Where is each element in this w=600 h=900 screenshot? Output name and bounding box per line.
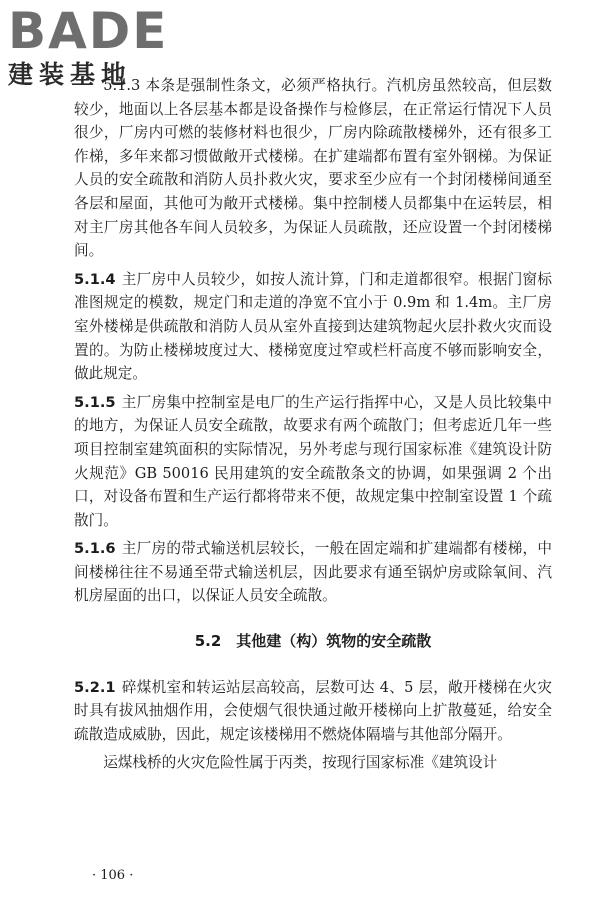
document-body xyxy=(74,74,552,780)
section-title: 5.2 其他建（构）筑物的安全疏散 xyxy=(194,632,432,651)
clause-number: 5.1.6 xyxy=(74,540,116,558)
paragraph-5-1-5: 5.1.5 主厂房集中控制室是电厂的生产运行指挥中心，又是人员比较集中的地方，为保证人员安全疏散，故要求有两个疏散门；但考虑近几年一些项目控制室建筑面积的实际情况，另外考虑与现行国家标准《建筑设计防火规范》GB 50016 民用建筑的安全疏散条文的协调，如果强调 2 个出口，对设备布置和生产运行都将带来不便，故规定集中控制室设置 1 个疏散门。 xyxy=(74,393,552,529)
clause-number: 5.1.4 xyxy=(74,270,116,288)
paragraph-5-1-3: 5.1.3 本条是强制性条文，必须严格执行。汽机房虽然较高，但层数较少，地面以上各层基本都是设备操作与检修层，在正常运行情况下人员很少，厂房内可燃的装修材料也很少，厂房内除疏散楼梯外，还有很多工作梯，多年来都习惯做敞开式楼梯。在扩建端都布置有室外钢梯。为保证人员的安全疏散和消防人员扑救火灾，要求至少应有一个封闭楼梯间通至各层和屋面，其他可为敞开式楼梯。集中控制楼人员都集中在运转层，相对主厂房其他各车间人员较多，为保证人员疏散，还应设置一个封闭楼梯间。 xyxy=(74,77,552,260)
clause-number: 5.1.5 xyxy=(74,393,116,411)
logo-brand: BADE xyxy=(8,2,169,60)
paragraph-5-1-4: 5.1.4 主厂房中人员较少，如按人流计算，门和走道都很窄。根据门窗标准图规定的模数，规定门和走道的净宽不宜小于 0.9m 和 1.4m。主厂房室外楼梯是供疏散和消防人员从室外直接到达建筑物起火层扑救火灾而设置的。为防止楼梯坡度过大、楼梯宽度过窄或栏杆高度不够而影响安全，做此规定。 xyxy=(74,270,552,383)
page-number: · 106 · xyxy=(92,868,134,883)
paragraph-continued: 运煤栈桥的火灾危险性属于丙类，按现行国家标准《建筑设计 xyxy=(103,754,498,772)
paragraph-5-1-6: 5.1.6 主厂房的带式输送机层较长，一般在固定端和扩建端都有楼梯，中间楼梯往往不易通至带式输送机层，因此要求有通至锅炉房或除氧间、汽机房屋面的出口，以保证人员安全疏散。 xyxy=(74,540,552,605)
logo-subtitle: 建装基地 xyxy=(8,60,133,89)
clause-number: 5.2.1 xyxy=(74,678,116,696)
paragraph-5-2-1: 5.2.1 碎煤机室和转运站层高较高，层数可达 4、5 层，敞开楼梯在火灾时具有拔风抽烟作用，会使烟气很快通过敞开楼梯向上扩散蔓延，给安全疏散造成威胁，因此，规定该楼梯用不燃烧体隔墙与其他部分隔开。 xyxy=(74,678,552,743)
